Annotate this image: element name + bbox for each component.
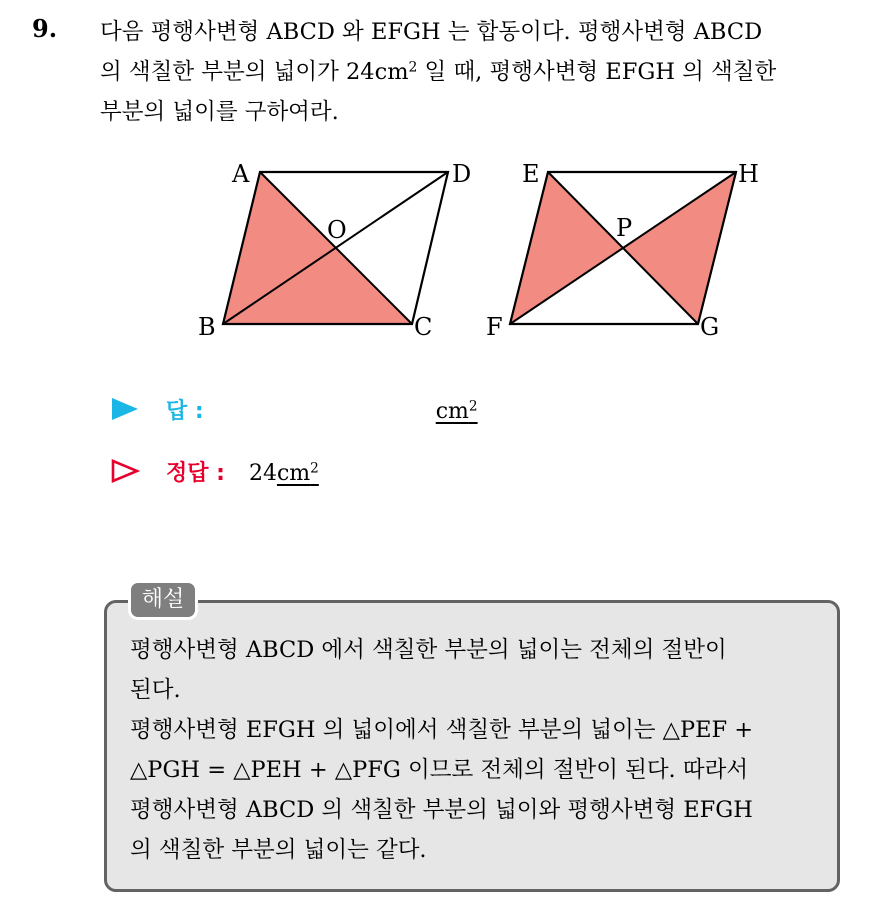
correct-answer-label: 정답 : <box>166 461 225 486</box>
correct-answer-unit: $cm^2$ <box>276 460 319 486</box>
correct-answer-row <box>110 454 319 487</box>
vertex-label-f: F <box>486 313 503 341</box>
parallelogram-abcd <box>198 160 471 341</box>
solution-line: △PGH = △PEH + △PFG 이므로 전체의 절반이 된다. 따라서 <box>130 757 749 783</box>
center-label-p: P <box>616 214 633 242</box>
question-line-3: 부분의 넓이를 구하여라. <box>100 99 339 125</box>
parallelogram-efgh <box>486 160 759 341</box>
solution-line: 평행사변형 ABCD 의 색칠한 부분의 넓이와 평행사변형 EFGH <box>130 797 753 823</box>
outline-triangle-icon <box>110 458 140 484</box>
question-number: 9. <box>32 14 58 43</box>
question-text <box>100 12 870 132</box>
solution-line: 평행사변형 ABCD 에서 색칠한 부분의 넓이는 전체의 절반이 <box>130 637 727 663</box>
vertex-label-d: D <box>452 160 472 188</box>
parallelogram-figure <box>190 150 780 350</box>
solution-tag: 해설 <box>128 580 198 620</box>
solution-line: 의 색칠한 부분의 넓이는 같다. <box>130 837 427 863</box>
answer-row <box>110 392 478 425</box>
answer-unit: $cm^2$ <box>435 398 478 424</box>
vertex-label-g: G <box>700 313 720 341</box>
correct-answer-value: 24 <box>248 461 277 486</box>
vertex-label-e: E <box>522 160 540 188</box>
vertex-label-b: B <box>198 313 216 341</box>
solution-line: 평행사변형 EFGH 의 넓이에서 색칠한 부분의 넓이는 △PEF + <box>130 717 754 743</box>
play-triangle-icon <box>110 396 140 422</box>
vertex-label-c: C <box>414 313 433 341</box>
solution-line: 된다. <box>130 677 181 703</box>
center-label-o: O <box>327 216 347 244</box>
vertex-label-h: H <box>738 160 759 188</box>
shaded-triangle-pef <box>510 172 624 324</box>
solution-text <box>130 630 830 870</box>
shaded-triangle-pgh <box>624 172 736 324</box>
question-line-1: 다음 평행사변형 ABCD 와 EFGH 는 합동이다. 평행사변형 ABCD <box>100 19 763 45</box>
question-line-2: 의 색칠한 부분의 넓이가 $24cm^2$ 일 때, 평행사변형 EFGH 의 색칠한 <box>100 59 777 85</box>
answer-label: 답 : <box>166 399 204 424</box>
vertex-label-a: A <box>232 160 250 188</box>
